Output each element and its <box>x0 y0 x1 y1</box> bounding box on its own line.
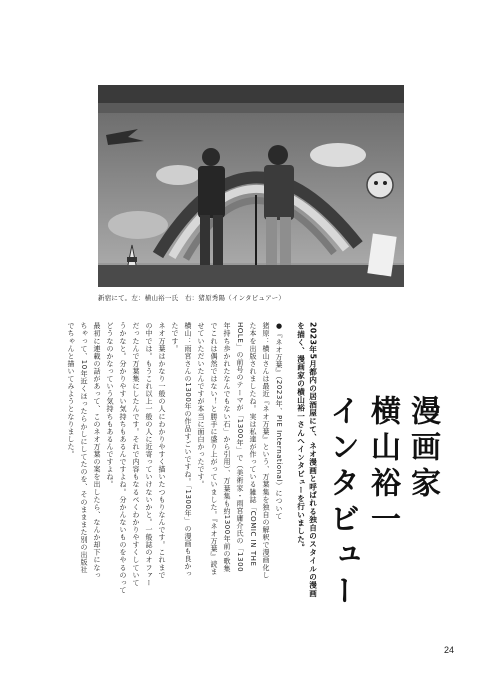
body-line-2: 猪原：横山さんは最近『ネオ万葉』という、万葉集を独自の解釈で漫画化し <box>262 322 270 579</box>
body-line-13: うかなと。分かりやすい気持ちもあるんですよね。分かんないものをやるのって <box>119 322 127 594</box>
body-line-8: 横山：雨宮さんの1300年の作品すごいですね。「1300年」の漫画も良かっ <box>184 322 192 578</box>
body-line-6: でこれは偶然ではない！と勝手に盛り上がっていました。『ネオ万葉』読ま <box>210 322 218 576</box>
body-line-16: ちゃって、10年近くほったらかしにしてたのを、そのまままた別の出版社 <box>80 322 88 574</box>
photo-illustration <box>98 85 404 287</box>
page-number: 24 <box>444 645 455 655</box>
body-line-10: ネオ万葉はかなり一般の人にわかりやすく描いたつもりなんです。これまで <box>158 322 166 579</box>
lead-line-2: を描く、漫画家の横山裕一さんへインタビューを行いました。 <box>296 322 306 552</box>
title-line-2: 横山裕一 <box>365 395 400 539</box>
body-line-12: だったんで万葉集にしたんです。それで内容もなるべくわかりやすくしていて <box>132 322 140 587</box>
body-line-4: HOLE」の前号のテーマが「1300年」で（美術家・雨宮庸介氏の「1300 <box>236 322 244 573</box>
body-line-7: せていただいたんですが本当に面白かったです。 <box>197 322 205 489</box>
body-line-15: 最初に連載の話があって、このネオ万葉の案を出したら、なんか却下になっ <box>93 322 101 579</box>
body-line-3: た本を出版されましたね。実は私達が作っている雑誌「COMIC IN THE <box>249 322 257 567</box>
body-line-17: でちゃんと描いてみようとなりました。 <box>67 322 75 458</box>
title-line-3: インタビュー <box>324 395 359 611</box>
body-line-5: 年持ち歩かれたなんでもない石」から引用）、万葉集も約1300年前の歌集 <box>223 322 231 573</box>
body-line-1: ●『ネオ万葉』（2023年、PIE International）について <box>275 322 283 520</box>
interview-photo <box>98 85 404 287</box>
lead-line-1: 2023年5月都内の居酒屋にて、ネオ漫画と呼ばれる独自のスタイルの漫画 <box>308 322 318 598</box>
body-line-14: どうなのかなっていう気持ちもあるんですよね。 <box>106 322 114 489</box>
body-line-9: たです。 <box>171 322 179 353</box>
body-line-11: の中では。もうこれ以上一般の人に近寄っていけないかと。一般誌のオファー <box>145 322 153 587</box>
photo-caption: 新宿にて。左：横山裕一氏 右：猪原秀陽（インタビュアー） <box>98 294 286 302</box>
title-line-1: 漫画家 <box>405 395 440 503</box>
